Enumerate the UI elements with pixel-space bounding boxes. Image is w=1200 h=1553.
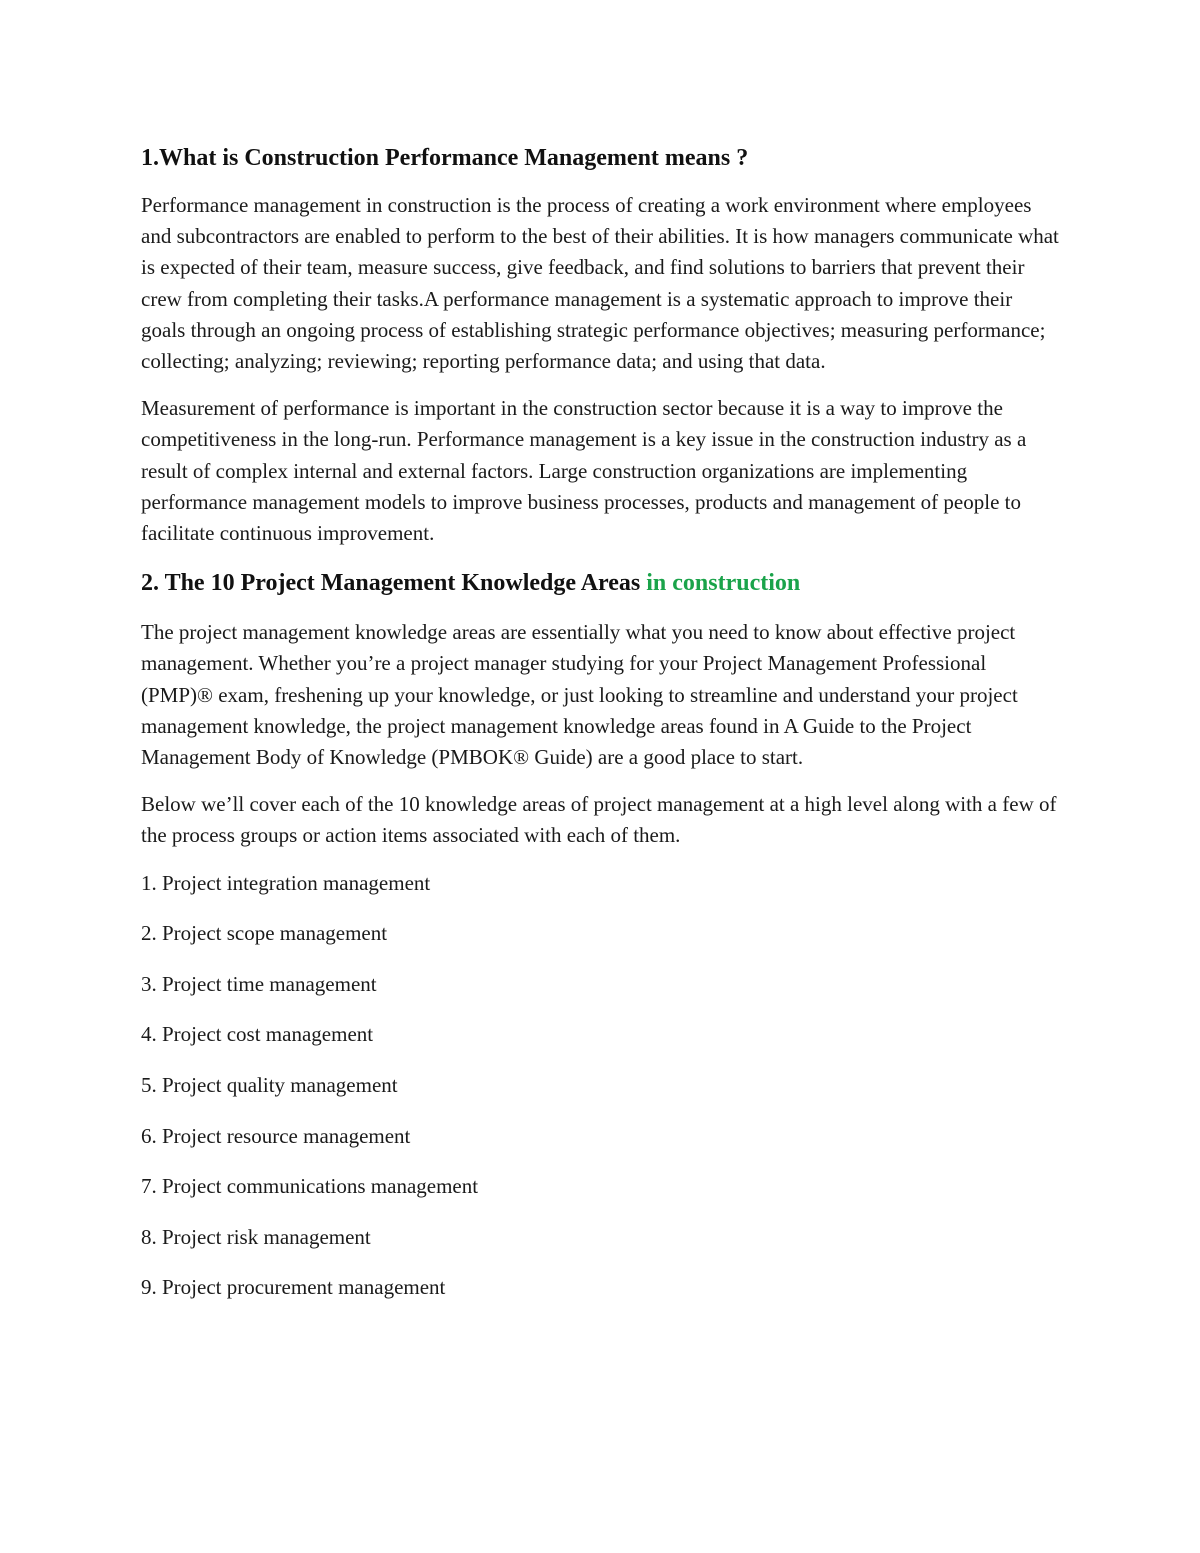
document-page	[141, 140, 1061, 1323]
list-item: 1. Project integration management	[141, 870, 431, 895]
section-2-paragraph-1: The project management knowledge areas are essentially what you need to know about effective project management. Whether you’re a project manager studying for your Project Management Professional (PMP)® exam, freshening up your knowledge, or just looking to streamline and understand your project management knowledge, the project management knowledge areas found in A Guide to the Project Management Body of Knowledge (PMBOK® Guide) are a good place to start.	[141, 620, 1018, 770]
knowledge-areas-list	[141, 868, 1061, 1304]
section-2-heading	[141, 565, 1061, 601]
list-item: 2. Project scope management	[141, 921, 388, 946]
section-1-paragraph-1: Performance management in construction is the process of creating a work environment where employees and subcontractors are enabled to perform to the best of their abilities. It is how managers communicate what is expected of their team, measure success, give feedback, and find solutions to barriers that prevent their crew from completing their tasks.A performance management is a systematic approach to improve their goals through an ongoing process of establishing strategic performance objectives; measuring performance; collecting; analyzing; reviewing; reporting performance data; and using that data.	[141, 193, 1059, 374]
list-item: 9. Project procurement management	[141, 1275, 446, 1300]
list-item: 6. Project resource management	[141, 1123, 411, 1148]
section-2-heading-accent: in construction	[646, 570, 801, 597]
section-1-paragraph-2: Measurement of performance is important in the construction sector because it is a way to improve the competitiveness in the long-run. Performance management is a key issue in the construction industry as a result of complex internal and external factors. Large construction organizations are implementing performance management models to improve business processes, products and management of people to facilitate continuous improvement.	[141, 396, 1027, 546]
section-1-heading: 1.What is Construction Performance Management means ?	[141, 145, 749, 171]
list-item: 7. Project communications management	[141, 1174, 479, 1199]
list-item: 5. Project quality management	[141, 1073, 398, 1098]
list-item: 4. Project cost management	[141, 1022, 374, 1047]
section-2-paragraph-2: Below we’ll cover each of the 10 knowledge areas of project management at a high level along with a few of the process groups or action items associated with each of them.	[141, 792, 1057, 848]
section-2-heading-main: 2. The 10 Project Management Knowledge Areas	[141, 570, 647, 597]
list-item: 8. Project risk management	[141, 1224, 371, 1249]
list-item: 3. Project time management	[141, 971, 377, 996]
